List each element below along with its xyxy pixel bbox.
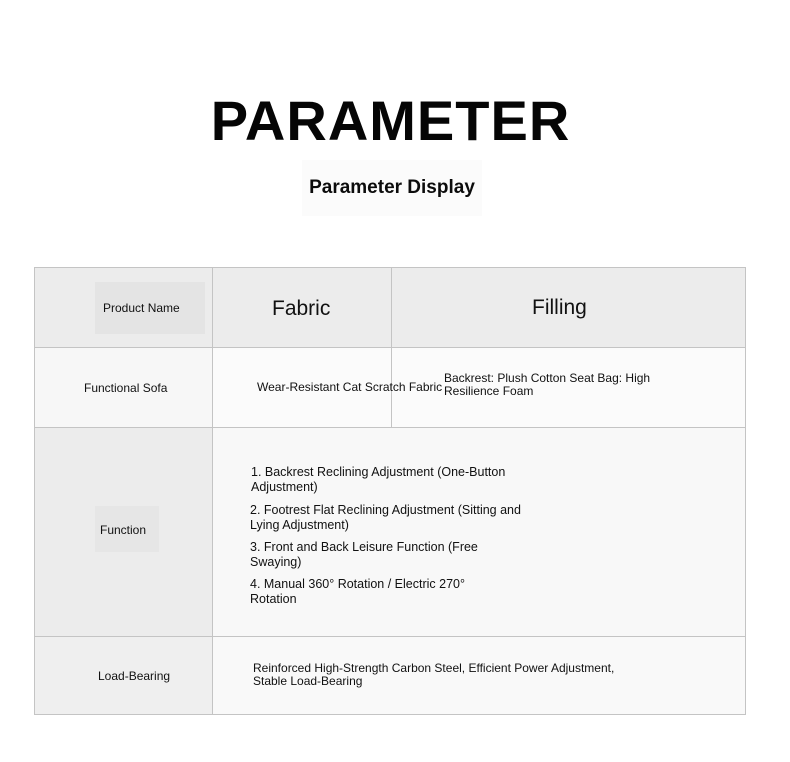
load-bearing-label: Load-Bearing [98, 669, 171, 683]
column-divider [391, 268, 392, 428]
filling-value: Backrest: Plush Cotton Seat Bag: High Resilience Foam [444, 371, 651, 398]
product-name-value: Functional Sofa [84, 381, 168, 395]
header-filling: Filling [532, 296, 587, 319]
function-label: Function [100, 523, 147, 537]
header-fabric: Fabric [272, 297, 331, 320]
row-divider [35, 636, 745, 637]
row-divider [35, 427, 745, 428]
function-item: 2. Footrest Flat Reclining Adjustment (Sitting and Lying Adjustment) [250, 503, 521, 532]
parameter-table [34, 267, 746, 715]
header-product-name: Product Name [103, 301, 180, 315]
page-title: PARAMETER [210, 89, 571, 152]
function-item: 1. Backrest Reclining Adjustment (One-Button Adjustment) [251, 465, 506, 494]
function-item: 4. Manual 360° Rotation / Electric 270° Rotation [250, 577, 465, 606]
page-subtitle: Parameter Display [302, 160, 482, 216]
row-divider [35, 347, 745, 348]
fabric-value: Wear-Resistant Cat Scratch Fabric [257, 380, 443, 394]
function-item: 3. Front and Back Leisure Function (Free Swaying) [250, 540, 478, 569]
load-bearing-value: Reinforced High-Strength Carbon Steel, Efficient Power Adjustment, Stable Load-Bearing [253, 661, 615, 688]
column-divider [212, 268, 213, 714]
